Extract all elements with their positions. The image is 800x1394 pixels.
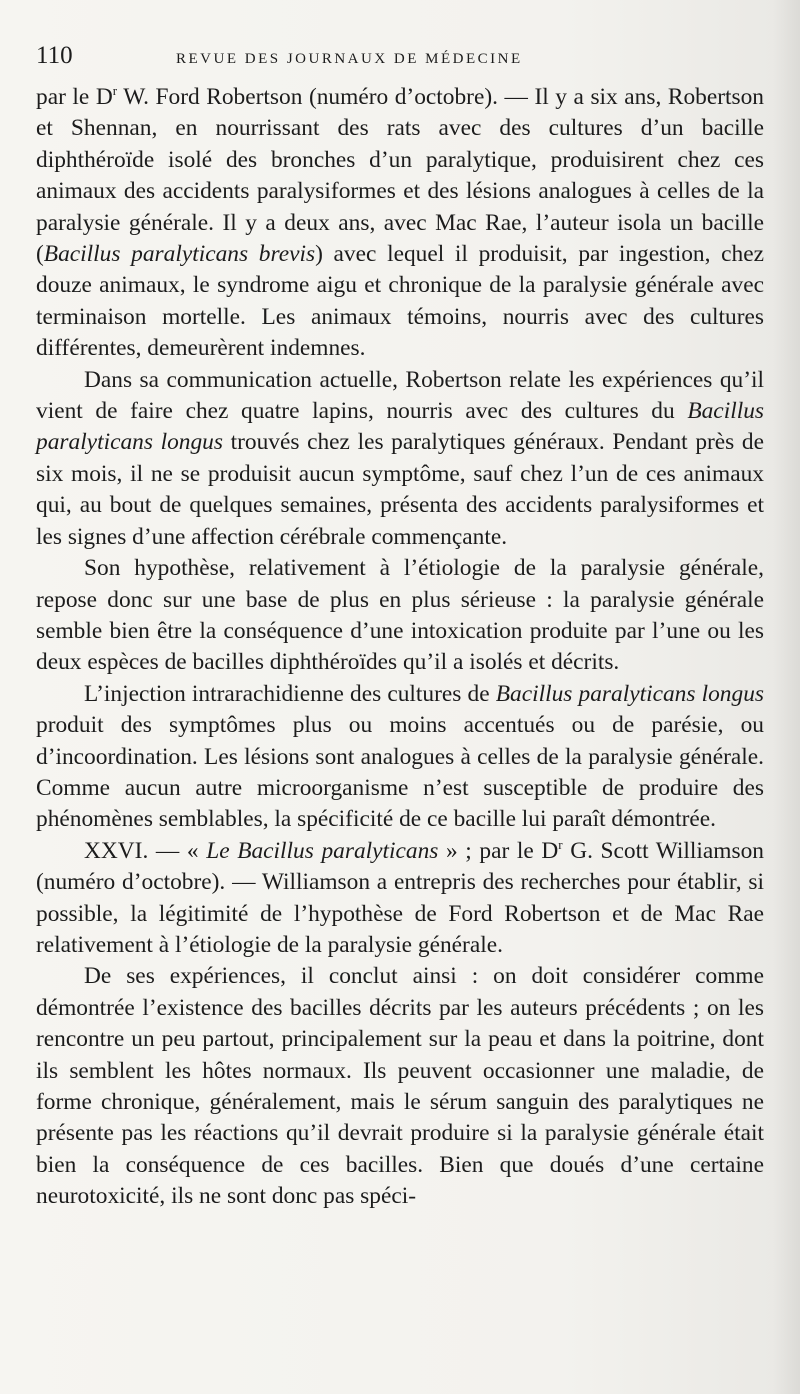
italic-term: Bacillus paralyticans longus [495, 680, 764, 707]
paragraph [36, 679, 764, 836]
paragraph [36, 82, 764, 365]
text-segment: ) avec lequel il produisit, par ingestion, chez douze animaux, le syndrome aigu et chronique de la paralysie générale avec terminaison mortelle. Les animaux témoins, nourris avec des cultures différentes, demeurèrent indemnes. [36, 241, 765, 362]
text-segment: trouvés chez les paralytiques généraux. Pendant près de six mois, il ne se produisit aucun symptôme, sauf chez l’un de ces animaux qui, au bout de quelques semaines, présenta des accidents paralysiformes et les signes d’une affection cérébrale commençante. [36, 429, 764, 550]
text-segment: Dans sa communication actuelle, Robertson relate les expériences qu’il vient de faire chez quatre lapins, nourris avec des cultures du [36, 366, 764, 425]
text-segment: G. Scott Williamson (numéro d’octobre). — Williamson a entrepris des recherches pour établir, si possible, la légitimité de l’hypothèse de Ford Robertson et de Mac Rae relativement à l’étiologie de la paralysie générale. [36, 837, 764, 958]
page-edge-shadow [772, 0, 800, 1394]
paragraph [36, 553, 764, 679]
text-segment: Son hypothèse, relativement à l’étiologie de la paralysie générale, repose donc sur une base de plus en plus sérieuse : la paralysie générale semble bien être la conséquence d’une intoxication produite par l’une ou les deux espèces de bacilles diphthéroïdes qu’il a isolés et décrits. [36, 555, 764, 676]
text-segment: » ; par le D [438, 837, 559, 864]
page-number: 110 [36, 42, 73, 69]
text-segment: De ses expériences, il conclut ainsi : on doit considérer comme démontrée l’existence des bacilles décrits par les auteurs précédents ; on les rencontre un peu partout, principalement sur la peau et dans la poitrine, dont ils semblent les hôtes normaux. Ils peuvent occasionner une maladie, de forme chronique, généralement, mais le sérum sanguin des paralytiques ne présente pas les réactions qu’il devrait produire si la paralysie générale était bien la conséquence de ces bacilles. Bien que doués d’une certaine neurotoxicité, ils ne sont donc pas spéci- [36, 963, 764, 1210]
page-header [36, 42, 764, 76]
paragraph [36, 836, 764, 962]
running-head: REVUE DES JOURNAUX DE MÉDECINE [176, 51, 523, 67]
paragraph [36, 365, 764, 553]
text-segment: par le D [36, 84, 113, 110]
italic-term: Le Bacillus paralyticans [206, 837, 439, 864]
italic-term: Bacillus paralyticans longus [36, 398, 764, 456]
text-segment: produit des symptômes plus ou moins accentués ou de parésie, ou d’incoordination. Les lésions sont analogues à celles de la paralysie générale. Comme aucun autre microorganisme n’est susceptible de produire des phénomènes semblables, la spécificité de ce bacille lui paraît démontrée. [36, 712, 764, 833]
article-body [36, 82, 764, 1213]
italic-term: Bacillus paralyticans brevis [43, 241, 316, 268]
superscript: r [112, 83, 118, 99]
superscript: r [558, 836, 563, 852]
text-segment: XXVI. — « [84, 837, 207, 864]
text-segment: L’injection intrarachidienne des cultures de [84, 680, 496, 707]
text-segment: W. Ford Robertson (numéro d’octobre). — Il y a six ans, Robertson et Shennan, en nourrissant des rats avec des cultures d’un bacille diphthéroïde isolé des bronches d’un paralytique, produisirent chez ces animaux des accidents paralysiformes et des lésions analogues à celles de la paralysie générale. Il y a deux ans, avec Mac Rae, l’auteur isola un bacille ( [36, 84, 764, 268]
paragraph [36, 961, 764, 1212]
